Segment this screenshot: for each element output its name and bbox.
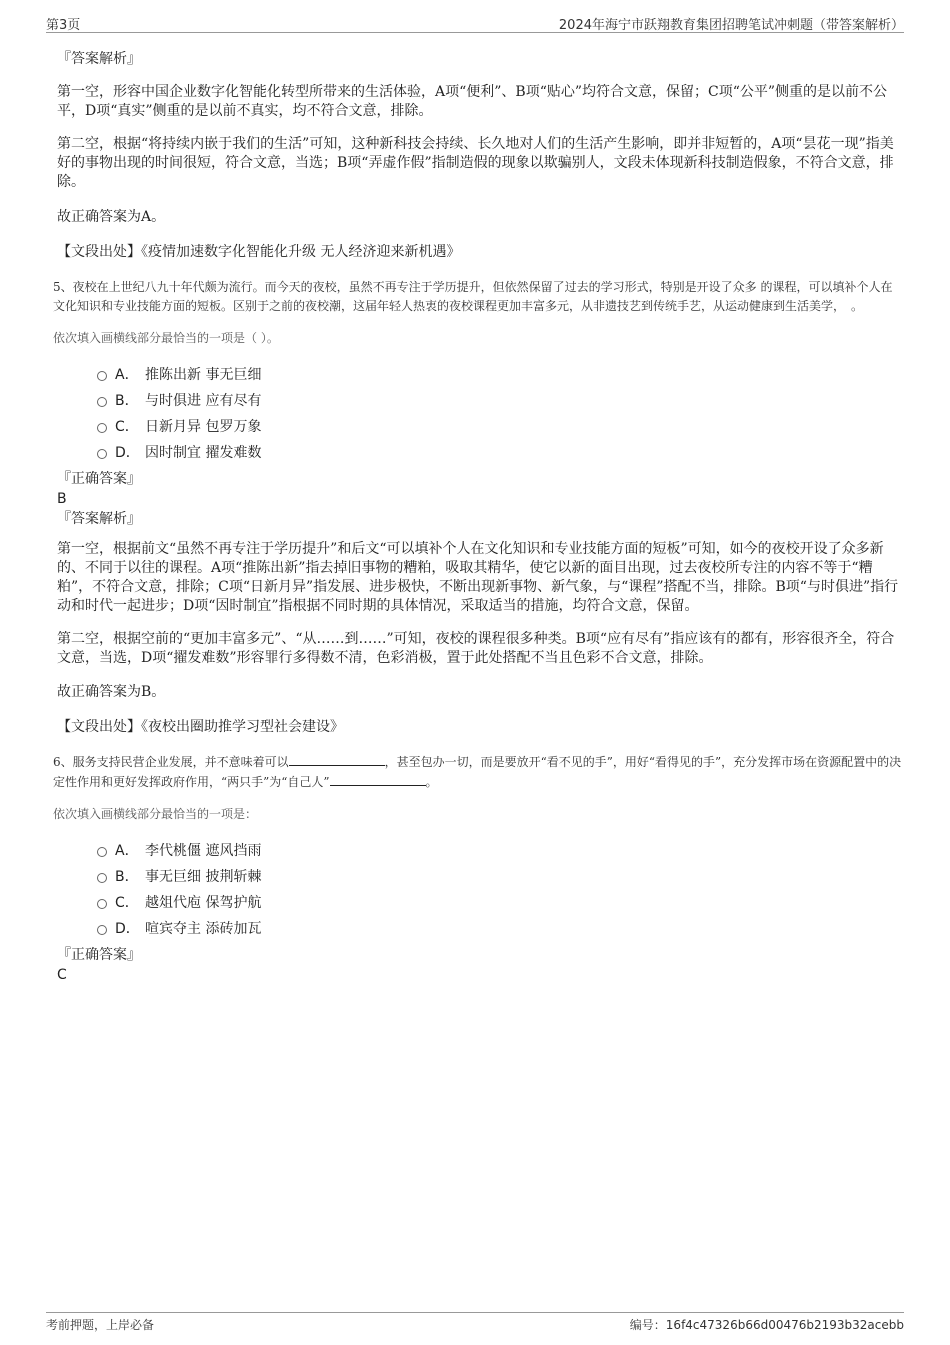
page-number: 第3页 xyxy=(46,18,81,33)
q4-source: 【文段出处】《疫情加速数字化智能化升级 无人经济迎来新机遇》 xyxy=(57,244,461,260)
document-id: 编号：16f4c47326b66d00476b2193b32acebb xyxy=(629,1318,904,1332)
document-title: 2024年海宁市跃翔教育集团招聘笔试冲刺题（带答案解析） xyxy=(558,18,904,33)
q4-analysis-para-2: 第二空，根据“将持续内嵌于我们的生活”可知，这种新科技会持续、长久地对人们的生活产生影响，即并非短暂的，A项“昙花一现”指美好的事物出现的时间很短，符合文意，当选；B项“弄虚作假”指制造假的现象以欺骗别人，文段未体现新科技制造假象，不符合文意，排除。 xyxy=(57,136,894,190)
q5-question-text: 5、夜校在上世纪八九十年代颇为流行。而今天的夜校，虽然不再专注于学历提升，但依然保留了过去的学习形式，特别是开设了众多 的课程，可以填补个人在文化知识和专业技能方面的短板。区别于之前的夜校潮，这届年轻人热衷的夜校课程更加丰富多元，从非遗技艺到传统手艺，从运动健康到生活美学， 。 xyxy=(53,280,893,313)
q5-analysis-label: 『答案解析』 xyxy=(57,511,141,527)
q5-answer-value: B xyxy=(57,491,67,507)
page-header xyxy=(46,12,904,33)
q4-conclusion: 故正确答案为A。 xyxy=(57,209,166,225)
q6-answer-value: C xyxy=(57,967,67,983)
q6-blank-1 xyxy=(289,752,385,766)
page-footer xyxy=(46,1312,904,1335)
q4-analysis-label: 『答案解析』 xyxy=(57,51,141,67)
radio-icon[interactable] xyxy=(97,397,107,407)
q5-source: 【文段出处】《夜校出圈助推学习型社会建设》 xyxy=(57,719,344,735)
page-content xyxy=(53,44,902,984)
q5-option-b[interactable]: B． 与时俱进 应有尽有 xyxy=(57,388,902,414)
q4-analysis-para-1: 第一空，形容中国企业数字化智能化转型所带来的生活体验，A项“便利”、B项“贴心”均符合文意，保留；C项“公平”侧重的是以前不公平，D项“真实”侧重的是以前不真实，均不符合文意，排除。 xyxy=(57,84,888,119)
q6-blank-2 xyxy=(330,772,426,786)
footer-slogan: 考前押题，上岸必备 xyxy=(46,1318,155,1332)
q5-prompt: 依次填入画横线部分最恰当的一项是（ ）。 xyxy=(53,331,279,345)
q5-conclusion: 故正确答案为B。 xyxy=(57,684,166,700)
q5-analysis-para-1: 第一空，根据前文“虽然不再专注于学历提升”和后文“可以填补个人在文化知识和专业技能方面的短板”可知，如今的夜校开设了众多新的、不同于以往的课程。A项“推陈出新”指去掉旧事物的糟粕，吸取其精华，使它以新的面目出现，过去夜校所专注的内容不等于“糟粕”，不符合文意，排除；C项“日新月异”指发展、进步极快，不断出现新事物、新气象，与“课程”搭配不当，排除。B项“与时俱进”指行动和时代一起进步；D项“因时制宜”指根据不同时期的具体情况，采取适当的措施，均符合文意，保留。 xyxy=(57,541,899,614)
radio-icon[interactable] xyxy=(97,423,107,433)
q5-option-a[interactable]: A． 推陈出新 事无巨细 xyxy=(57,362,902,388)
q6-prompt: 依次填入画横线部分最恰当的一项是： xyxy=(53,807,258,821)
radio-icon[interactable] xyxy=(97,449,107,459)
q5-option-d[interactable]: D． 因时制宜 擢发难数 xyxy=(57,440,902,466)
q6-option-c[interactable]: C． 越俎代庖 保驾护航 xyxy=(57,890,902,916)
q6-options xyxy=(57,838,902,942)
q5-answer-label: 『正确答案』 xyxy=(57,471,141,487)
radio-icon[interactable] xyxy=(97,847,107,857)
radio-icon[interactable] xyxy=(97,925,107,935)
q6-answer-label: 『正确答案』 xyxy=(57,947,141,963)
q5-option-c[interactable]: C． 日新月异 包罗万象 xyxy=(57,414,902,440)
radio-icon[interactable] xyxy=(97,899,107,909)
q6-option-b[interactable]: B． 事无巨细 披荆斩棘 xyxy=(57,864,902,890)
q6-option-d[interactable]: D． 喧宾夺主 添砖加瓦 xyxy=(57,916,902,942)
q5-options xyxy=(57,362,902,466)
q6-question-text: 6、服务支持民营企业发展，并不意味着可以 ，甚至包办一切，而是要放开“看不见的手”，用好“看得见的手”，充分发挥市场在资源配置中的决定性作用和更好发挥政府作用，“两只手”为“自己人” 。 xyxy=(53,752,902,792)
q5-analysis-para-2: 第二空，根据空前的“更加丰富多元”、“从……到……”可知，夜校的课程很多种类。B项“应有尽有”指应该有的都有，形容很齐全，符合文意，当选，D项“擢发难数”形容罪行多得数不清，色彩消极，置于此处搭配不当且色彩不合文意，排除。 xyxy=(57,631,895,666)
q6-option-a[interactable]: A． 李代桃僵 遮风挡雨 xyxy=(57,838,902,864)
radio-icon[interactable] xyxy=(97,371,107,381)
radio-icon[interactable] xyxy=(97,873,107,883)
